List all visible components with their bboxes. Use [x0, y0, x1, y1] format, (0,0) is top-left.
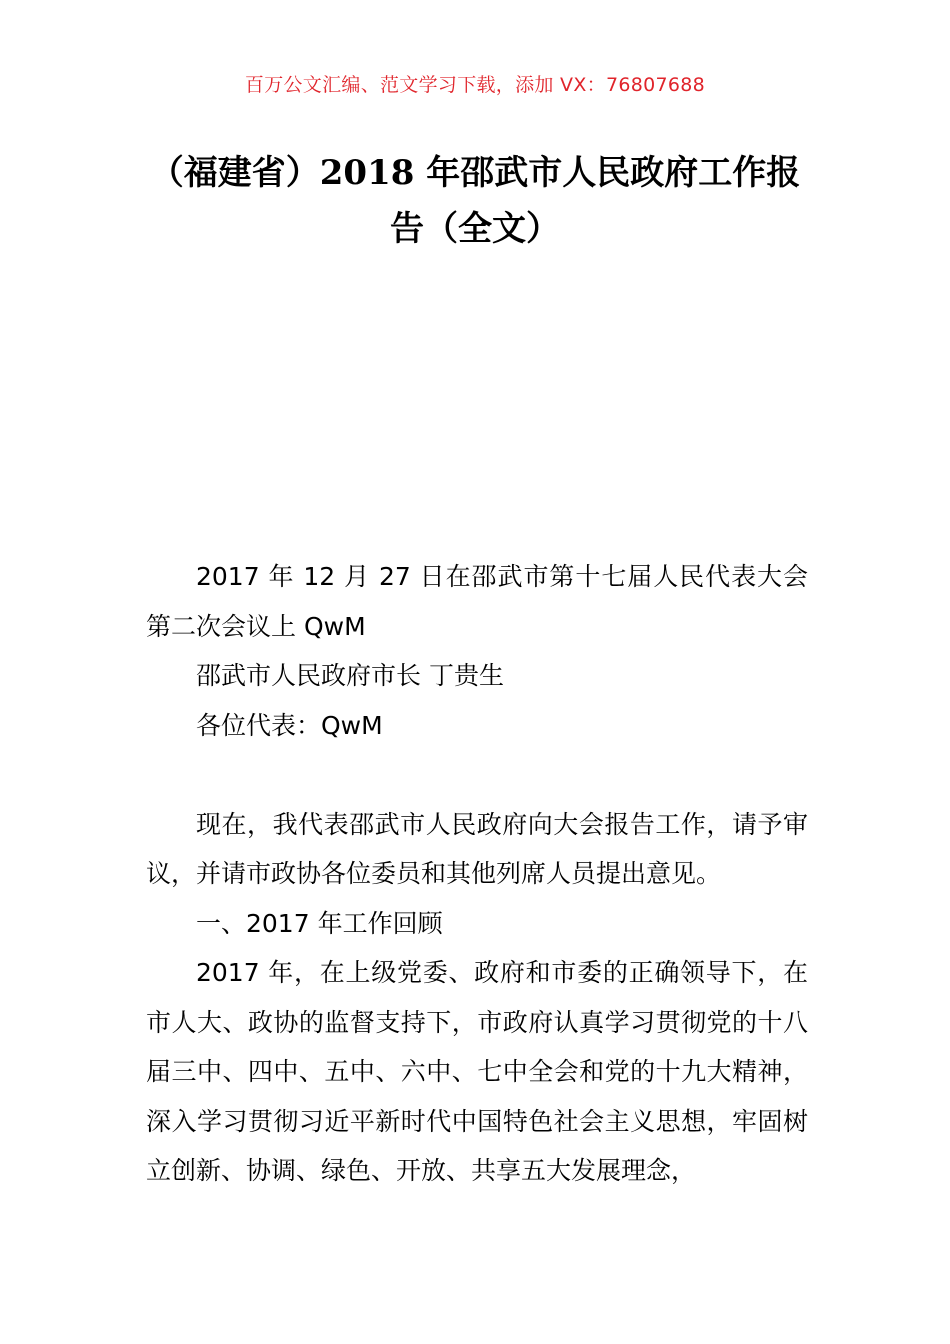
salutation-line: 各位代表：QwM — [196, 710, 383, 740]
opening-paragraph: 现在，我代表邵武市人民政府向大会报告工作，请予审议，并请市政协各位委员和其他列席人员提出意见。 — [146, 809, 808, 888]
review-paragraph: 2017 年，在上级党委、政府和市委的正确领导下，在市人大、政协的监督支持下，市政府认真学习贯彻党的十八届三中、四中、五中、六中、七中全会和党的十九大精神，深入学习贯彻习近平新时代中国特色社会主义思想，牢固树立创新、协调、绿色、开放、共享五大发展理念， — [146, 958, 808, 1185]
author-line: 邵武市人民政府市长 丁贵生 — [196, 661, 504, 690]
section-heading: 一、2017 年工作回顾 — [196, 908, 443, 938]
header-promo-note: 百万公文汇编、范文学习下载，添加 VX：76807688 — [244, 74, 706, 96]
document-title: （福建省）2018 年邵武市人民政府工作报告（全文） — [149, 153, 801, 249]
document-body — [146, 552, 808, 1196]
meeting-info-paragraph: 2017 年 12 月 27 日在邵武市第十七届人民代表大会第二次会议上 QwM — [146, 562, 808, 641]
